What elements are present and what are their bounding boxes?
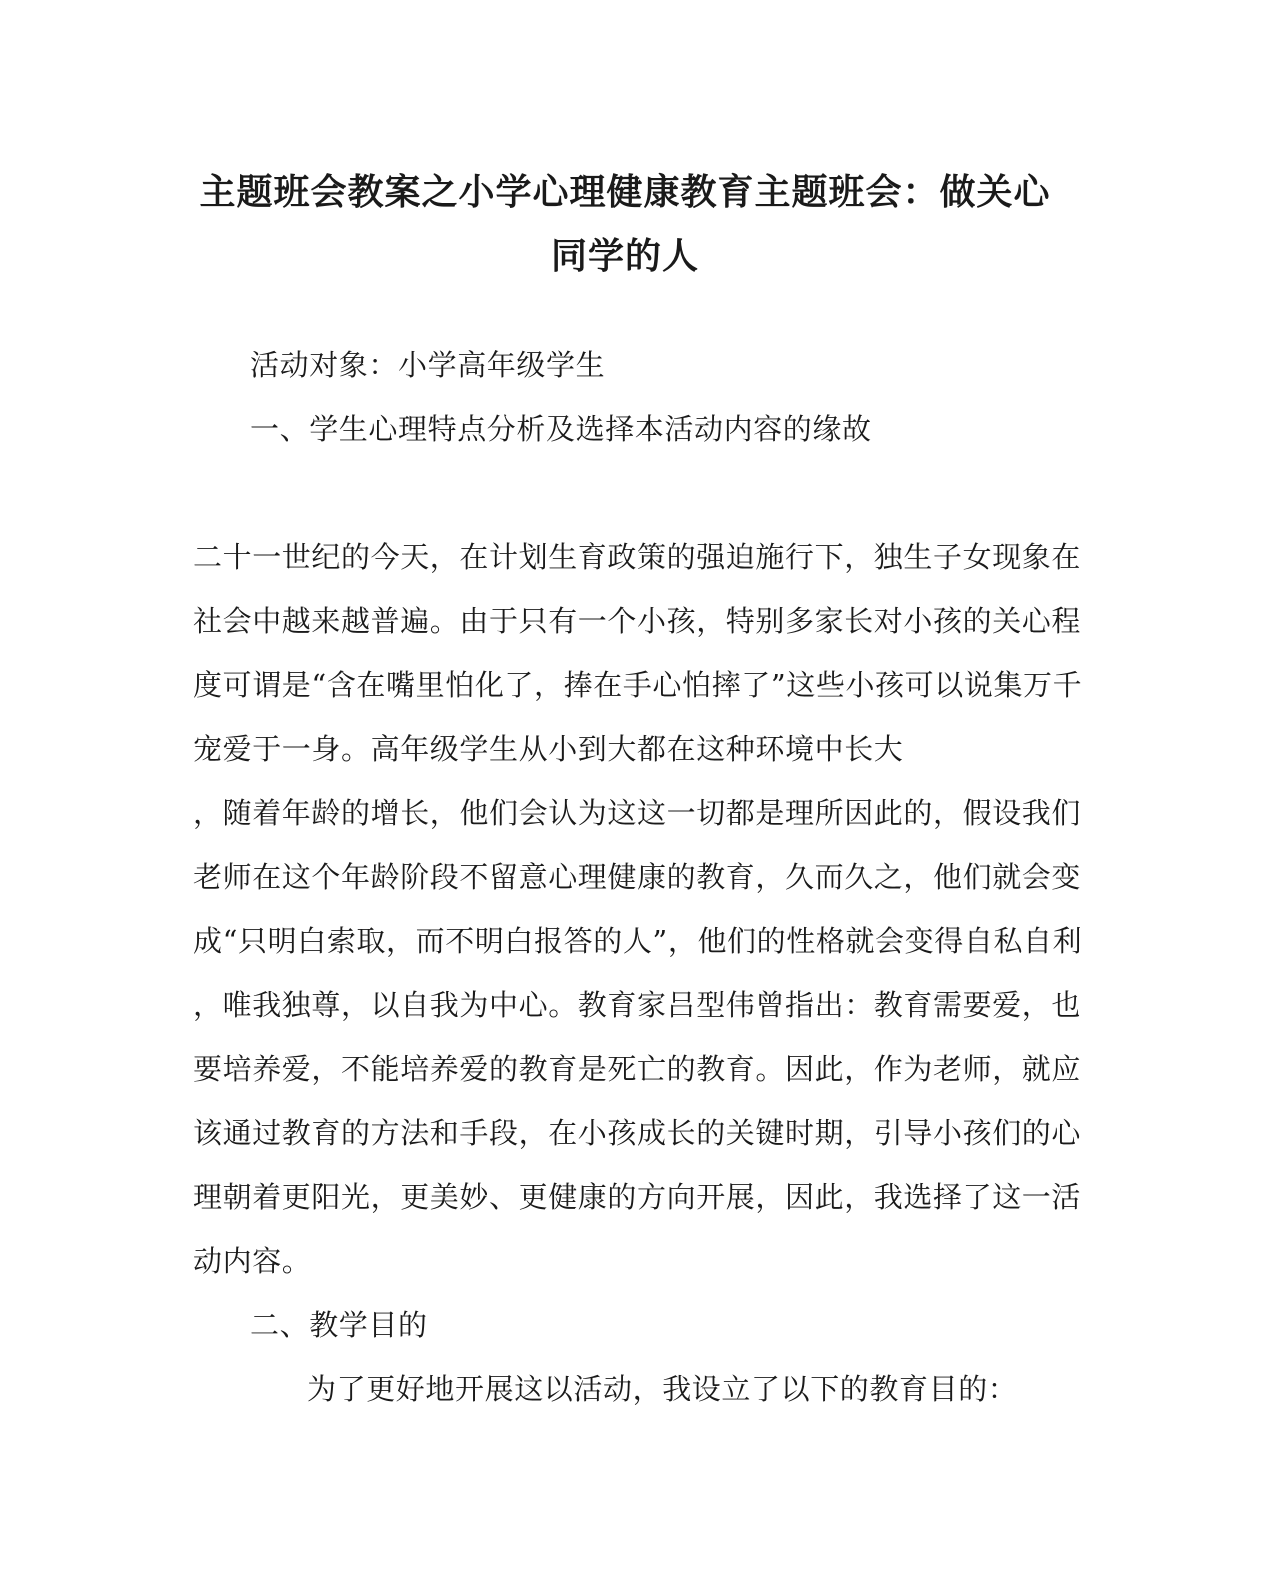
title-line-1: 主题班会教案之小学心理健康教育主题班会：做关心: [199, 171, 1051, 213]
body-line: 社会中越来越普遍。由于只有一个小孩，特别多家长对小孩的关心程: [193, 604, 1082, 638]
body-line: ，唯我独尊，以自我为中心。教育家吕型伟曾指出：教育需要爱，也: [193, 988, 1082, 1022]
document-title: [195, 160, 1055, 288]
body-line: 二十一世纪的今天，在计划生育政策的强迫施行下，独生子女现象在: [193, 540, 1082, 574]
body-line: ，随着年龄的增长，他们会认为这这一切都是理所因此的，假设我们: [193, 796, 1082, 830]
section-2-heading: 二、教学目的: [250, 1308, 428, 1342]
title-line-2: 同学的人: [550, 235, 699, 277]
body-line: 度可谓是“含在嘴里怕化了，捧在手心怕摔了”这些小孩可以说集万千: [193, 668, 1083, 702]
body-line: 理朝着更阳光，更美妙、更健康的方向开展，因此，我选择了这一活: [193, 1180, 1082, 1214]
body-line: 成“只明白索取，而不明白报答的人”，他们的性格就会变得自私自利: [193, 924, 1083, 958]
body-line: 动内容。: [193, 1244, 312, 1278]
body-line: 宠爱于一身。高年级学生从小到大都在这种环境中长大: [193, 732, 904, 766]
activity-target: 活动对象：小学高年级学生: [250, 348, 606, 382]
section-1-heading: 一、学生心理特点分析及选择本活动内容的缘故: [250, 412, 872, 446]
body-line: 要培养爱，不能培养爱的教育是死亡的教育。因此，作为老师，就应: [193, 1052, 1082, 1086]
section-2-intro: 为了更好地开展这以活动，我设立了以下的教育目的：: [307, 1372, 1018, 1406]
body-line: 老师在这个年龄阶段不留意心理健康的教育，久而久之，他们就会变: [193, 860, 1082, 894]
body-line: 该通过教育的方法和手段，在小孩成长的关键时期，引导小孩们的心: [193, 1116, 1082, 1150]
